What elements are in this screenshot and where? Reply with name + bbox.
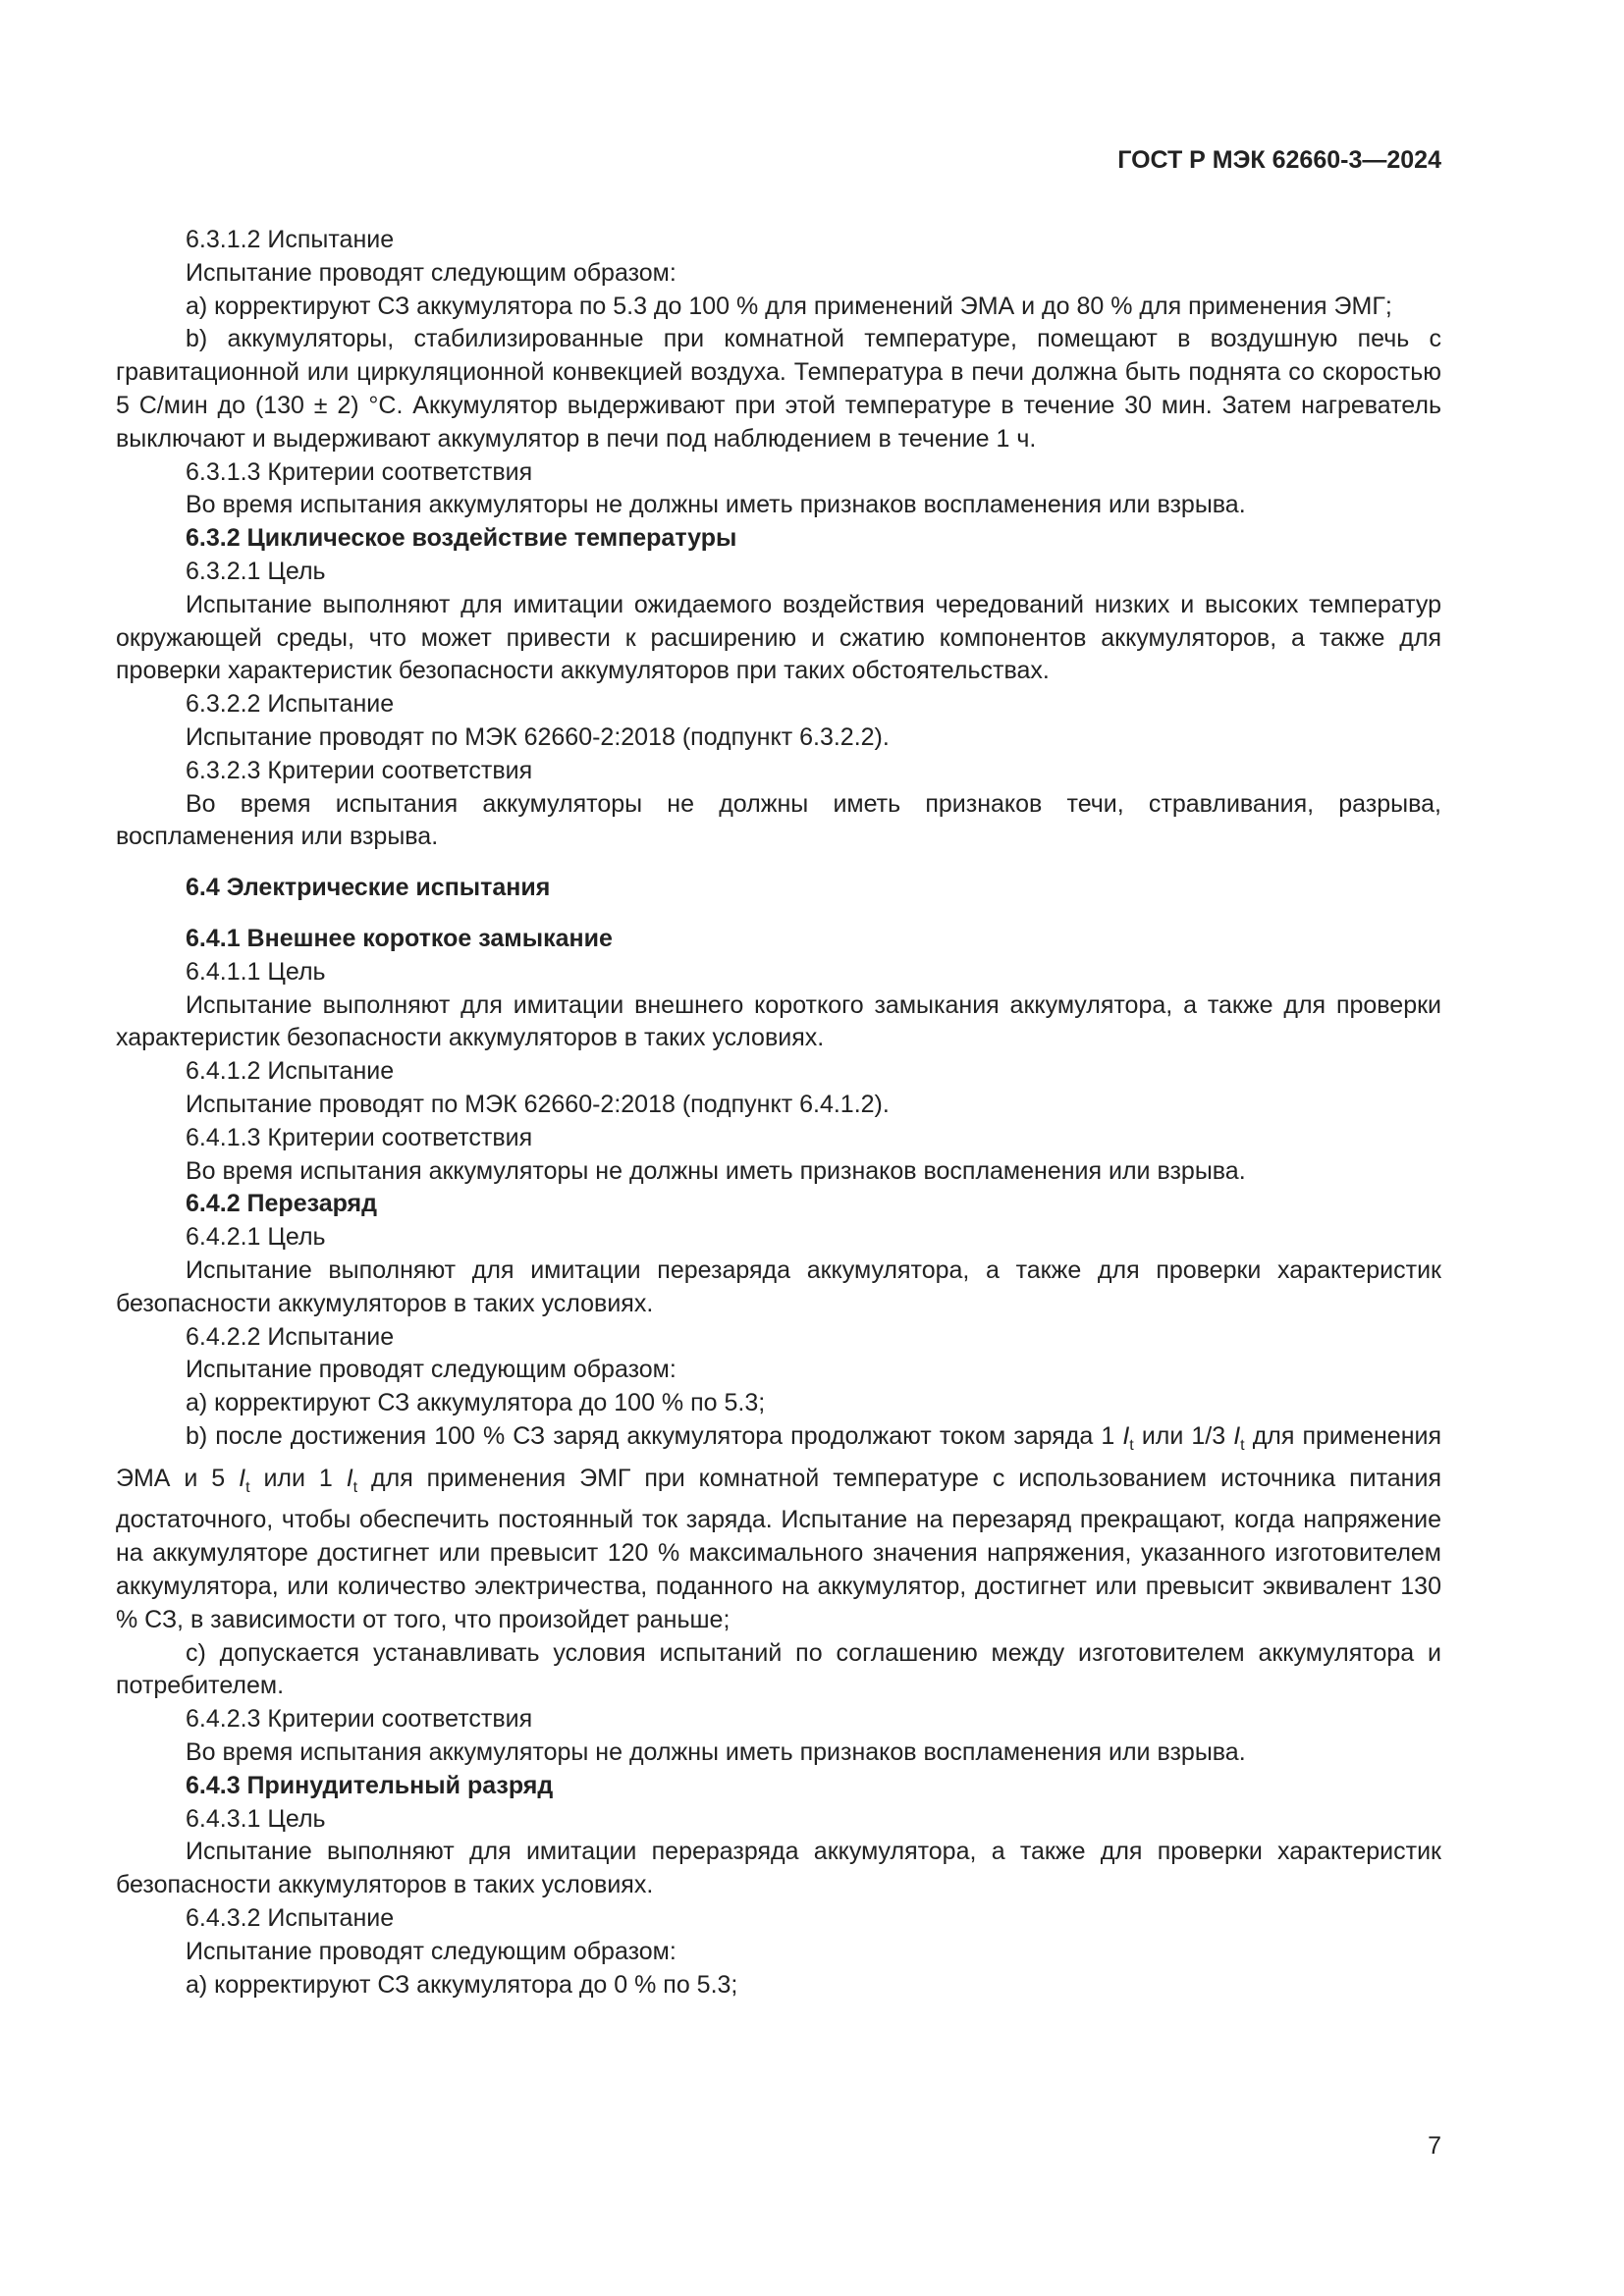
paragraph: Во время испытания аккумуляторы не должны иметь признаков воспламенения или взрыва. <box>186 1738 1246 1767</box>
section-heading: 6.3.2 Циклическое воздействие температуры <box>186 524 737 553</box>
paragraph: a) корректируют СЗ аккумулятора до 0 % по 5.3; <box>186 1970 738 1999</box>
section-heading: 6.4.1 Внешнее короткое замыкание <box>186 924 613 952</box>
paragraph: 6.3.2.2 Испытание <box>186 690 395 719</box>
paragraph: Испытание выполняют для имитации перезаряда аккумулятора, а также для проверки характеристик безопасности аккумуляторов в таких условиях. <box>116 1255 1441 1317</box>
paragraph: Во время испытания аккумуляторы не должны иметь признаков течи, стравливания, разрыва, воспламенения или взрыва. <box>116 789 1441 851</box>
paragraph: Испытание выполняют для имитации внешнего короткого замыкания аккумулятора, а также для проверки характеристик безопасности аккумуляторов в таких условиях. <box>116 990 1441 1052</box>
paragraph: 6.3.1.2 Испытание <box>186 226 395 253</box>
paragraph: 6.4.2.2 Испытание <box>186 1322 395 1351</box>
paragraph: Во время испытания аккумуляторы не должны иметь признаков воспламенения или взрыва. <box>186 1156 1246 1185</box>
paragraph: 6.3.2.1 Цель <box>186 557 326 585</box>
document-header: ГОСТ Р МЭК 62660-3—2024 <box>1117 146 1441 174</box>
section-heading: 6.4.3 Принудительный разряд <box>186 1771 554 1799</box>
paragraph: Испытание проводят следующим образом: <box>186 258 677 287</box>
section-heading: 6.4.2 Перезаряд <box>186 1190 377 1218</box>
paragraph: 6.3.1.3 Критерии соответствия <box>186 457 533 486</box>
paragraph: 6.4.2.1 Цель <box>186 1223 326 1252</box>
paragraph: Испытание выполняют для имитации переразряда аккумулятора, а также для проверки характеристик безопасности аккумуляторов в таких условиях. <box>116 1838 1441 1899</box>
paragraph: 6.4.1.3 Критерии соответствия <box>186 1123 533 1151</box>
page-number: 7 <box>1428 2132 1441 2160</box>
paragraph: a) корректируют СЗ аккумулятора по 5.3 до 100 % для применений ЭМА и до 80 % для применения ЭМГ; <box>186 292 1392 320</box>
document-body <box>116 224 1441 2002</box>
paragraph: Испытание выполняют для имитации ожидаемого воздействия чередований низких и высоких температур окружающей среды, что может привести к расширению и сжатию компонентов аккумуляторов, а также для проверки характеристик безопасности аккумуляторов при таких обстоятельствах. <box>116 590 1441 685</box>
paragraph: Испытание проводят следующим образом: <box>186 1937 677 1965</box>
paragraph: 6.4.3.2 Испытание <box>186 1904 395 1933</box>
paragraph: b) после достижения 100 % СЗ заряд аккумулятора продолжают током заряда 1 $I_t$ или 1/3 $I_t$ для применения ЭМА и 5 $I_t$ или 1 $I_t$ для применения ЭМГ при комнатной температуре с использованием источника питания достаточного, чтобы обеспечить постоянный ток заряда. Испытание на перезаряд прекращают, когда напряжение на аккумуляторе достигнет или превысит 120 % максимального значения напряжения, указанного изготовителем аккумулятора, или количество электричества, поданного на аккумулятор, достигнет или превысит эквивалент 130 % СЗ, в зависимости от того, что произойдет раньше; <box>116 1421 1441 1633</box>
paragraph: 6.3.2.3 Критерии соответствия <box>186 756 533 784</box>
paragraph: 6.4.1.2 Испытание <box>186 1057 395 1086</box>
paragraph: b) аккумуляторы, стабилизированные при комнатной температуре, помещают в воздушную печь с гравитационной или циркуляционной конвекцией воздуха. Температура в печи должна быть поднята со скоростью 5 С/мин до (130 ± 2) °С. Аккумулятор выдерживают при этой температуре в течение 30 мин. Затем нагреватель выключают и выдерживают аккумулятор в печи под наблюдением в течение 1 ч. <box>116 325 1441 453</box>
paragraph: Испытание проводят следующим образом: <box>186 1356 677 1384</box>
paragraph: a) корректируют СЗ аккумулятора до 100 % по 5.3; <box>186 1389 766 1417</box>
section-heading: 6.4 Электрические испытания <box>186 874 551 902</box>
paragraph: Испытание проводят по МЭК 62660-2:2018 (подпункт 6.4.1.2). <box>186 1090 890 1118</box>
paragraph: 6.4.3.1 Цель <box>186 1804 326 1833</box>
paragraph: Испытание проводят по МЭК 62660-2:2018 (подпункт 6.3.2.2). <box>186 722 890 751</box>
paragraph: 6.4.1.1 Цель <box>186 957 326 986</box>
paragraph: 6.4.2.3 Критерии соответствия <box>186 1705 533 1734</box>
paragraph: Во время испытания аккумуляторы не должны иметь признаков воспламенения или взрыва. <box>186 491 1246 519</box>
paragraph: c) допускается устанавливать условия испытаний по соглашению между изготовителем аккумулятора и потребителем. <box>116 1638 1441 1700</box>
